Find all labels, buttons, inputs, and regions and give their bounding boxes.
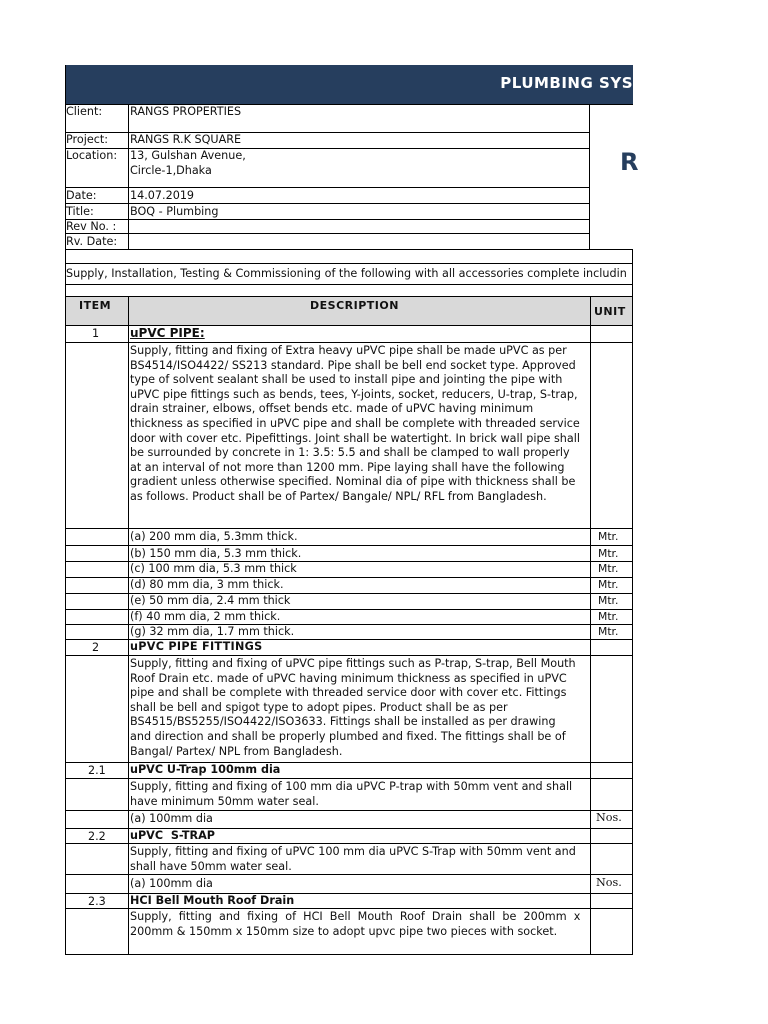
description-line: 200mm & 150mm x 150mm size to adopt upvc pipe two pieces with socket. [130,924,558,938]
client-value: RANGS PROPERTIES [130,105,242,118]
size-row: (g) 32 mm dia, 1.7 mm thick. [130,625,295,638]
column-header-item: ITEM [79,299,112,312]
grid-line [65,843,633,844]
company-logo-fragment: R [620,148,639,176]
description-line: door with cover etc. Pipefittings. Joint shall be watertight. In brick wall pipe shall [130,431,580,445]
grid-line [65,249,633,250]
grid-line [65,219,590,220]
section-title: uPVC PIPE: [130,326,205,340]
project-value: RANGS R.K SQUARE [130,133,242,146]
item-number: 2.3 [88,895,106,908]
description-line: at an interval of not more than 1200 mm. Pipe laying shall have the following [130,460,565,474]
description-line: drain strainer, elbows, offset bends etc. made of uPVC having minimum [130,402,534,416]
grid-line [632,249,633,954]
unit-cell: Nos. [596,811,622,824]
description-line: Supply, fitting and fixing of 100 mm dia uPVC P-trap with 50mm vent and shall [130,780,573,793]
description-line: Supply, fitting and fixing of HCI Bell Mouth Roof Drain shall be 200mm x [130,910,581,923]
title-value: BOQ - Plumbing [130,205,219,218]
grid-line [65,874,633,875]
description-line: gradient unless otherwise specified. Nominal dia of pipe with thickness shall be [130,475,576,489]
grid-line [65,203,590,204]
description-line: and direction and shall be properly plumbed and fixed. The fittings shall be of [130,730,566,743]
grid-line [65,954,633,955]
description-line: shall have 50mm water seal. [130,859,292,873]
grid-line [65,233,590,234]
grid-line [128,296,129,954]
description-line: pipe and shall be complete with threaded service door with cover etc. Fittings [130,686,567,700]
date-label: Date: [66,189,97,202]
description-line: Supply, fitting and fixing of Extra heavy uPVC pipe shall be made uPVC as per [130,344,567,357]
unit-cell: Mtr. [598,610,619,623]
item-number: 2 [92,641,100,654]
size-row: (d) 80 mm dia, 3 mm thick. [130,578,284,591]
description-line: be surrounded by concrete in 1: 3.5: 5.5 and shall be clamped to wall properly [130,446,570,460]
grid-line [65,132,590,133]
section-title: HCI Bell Mouth Roof Drain [130,894,295,907]
section-title: uPVC S-TRAP [130,829,215,842]
description-line: shall be bell and spigot type to adopt pipes. Product shall be as per [130,700,508,714]
description-line: Roof Drain etc. made of uPVC having minimum thickness as specified in uPVC [130,671,567,685]
grid-line [65,148,590,149]
description-line: BS4515/BS5255/ISO4422/ISO3633. Fittings shall be installed as per drawing [130,715,556,729]
description-line: BS4514/ISO4422/ SS213 standard. Pipe shall be bell end socket type. Approved [130,358,576,372]
unit-cell: Mtr. [598,594,619,607]
banner-title: PLUMBING SYS [500,74,633,92]
rev-no-label: Rev No. : [66,220,117,233]
title-label: Title: [66,205,94,218]
grid-line [65,187,590,188]
location-label: Location: [66,149,118,162]
item-number: 2.1 [88,764,106,777]
column-header-unit: UNIT [594,305,626,318]
grid-line [65,65,66,954]
unit-cell: Mtr. [598,578,619,591]
grid-line [65,284,633,285]
grid-line [589,104,590,249]
unit-cell: Mtr. [598,530,619,543]
item-number: 2.2 [88,830,106,843]
section-title: uPVC U-Trap 100mm dia [130,763,281,776]
unit-cell: Mtr. [598,547,619,560]
description-line: type of solvent sealant shall be used to install pipe and jointing the pipe with [130,373,563,387]
grid-line [65,528,633,529]
unit-cell: Mtr. [598,625,619,638]
grid-line [65,263,633,264]
grid-line [65,655,633,656]
grid-line [65,104,633,105]
size-row: (e) 50 mm dia, 2.4 mm thick [130,594,291,607]
size-row: (c) 100 mm dia, 5.3 mm thick [130,562,297,575]
grid-line [65,810,633,811]
size-row: (f) 40 mm dia, 2 mm thick. [130,610,281,623]
column-header-description: DESCRIPTION [310,299,399,312]
description-line: Supply, fitting and fixing of uPVC 100 mm dia uPVC S-Trap with 50mm vent and [130,845,576,858]
grid-line [65,545,633,546]
size-row: (a) 200 mm dia, 5.3mm thick. [130,530,298,543]
section-title: uPVC PIPE FITTINGS [130,640,263,653]
item-number: 1 [92,327,100,340]
unit-cell: Mtr. [598,562,619,575]
description-line: as follows. Product shall be of Partex/ Bangale/ NPL/ RFL from Bangladesh. [130,490,547,503]
location-value-line2: Circle-1,Dhaka [130,164,212,177]
description-line: Supply, fitting and fixing of uPVC pipe fittings such as P-trap, S-trap, Bell Mouth [130,657,576,670]
grid-line [65,342,633,343]
size-row: (b) 150 mm dia, 5.3 mm thick. [130,547,302,560]
location-value-line1: 13, Gulshan Avenue, [130,149,246,162]
size-row: (a) 100mm dia [130,812,213,825]
grid-line [590,296,591,954]
rev-date-label: Rv. Date: [66,235,118,248]
description-line: thickness as specified in uPVC pipe and shall be complete with threaded service [130,417,580,430]
description-line: Bangal/ Partex/ NPL from Bangladesh. [130,744,343,758]
description-line: have minimum 50mm water seal. [130,794,319,808]
grid-line [128,104,129,249]
grid-line [65,296,633,297]
grid-line [65,778,633,779]
unit-cell: Nos. [596,876,622,889]
scope-note: Supply, Installation, Testing & Commissioning of the following with all accessories complete includin [66,267,627,280]
project-label: Project: [66,133,109,146]
size-row: (a) 100mm dia [130,877,213,890]
client-label: Client: [66,105,103,118]
date-value: 14.07.2019 [130,189,195,202]
description-line: uPVC pipe fittings such as bends, tees, Y-joints, socket, reducers, U-trap, S-trap, [130,387,578,401]
grid-line [65,908,633,909]
